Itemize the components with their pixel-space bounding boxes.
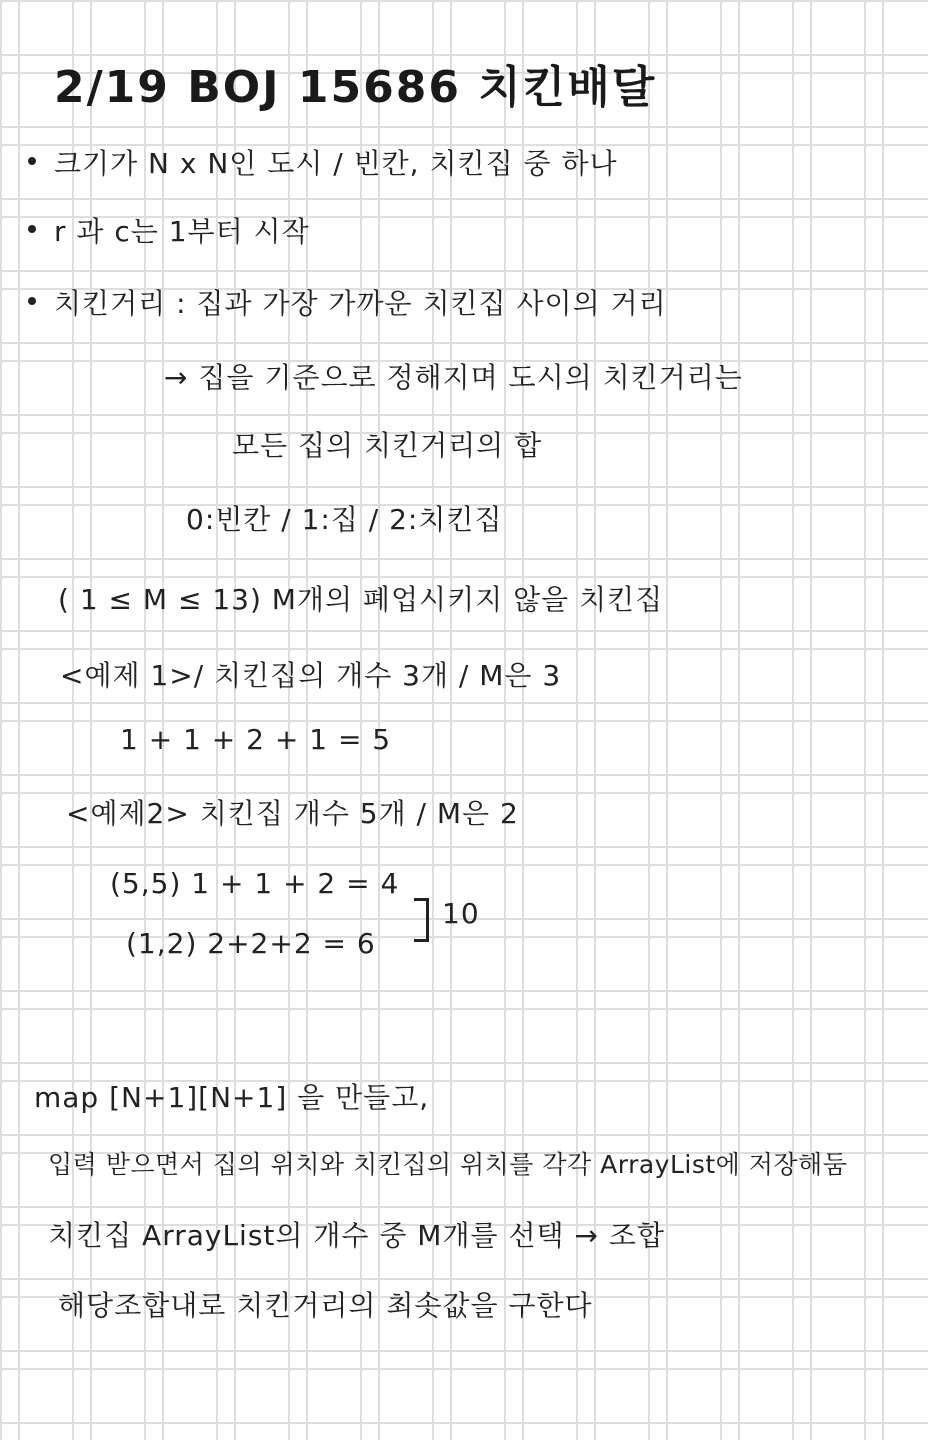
plan-line-combination: 치킨집 ArrayList의 개수 중 M개를 선택 → 조합 [48, 1219, 665, 1252]
note-text: 치킨거리 : 집과 가장 가까운 치킨집 사이의 거리 [54, 287, 667, 320]
note-line-cell-legend: 0:빈칸 / 1:집 / 2:치킨집 [186, 503, 503, 536]
note-line-grid-size [28, 147, 618, 180]
plan-line-map: map [N+1][N+1] 을 만들고, [34, 1081, 430, 1114]
example-2-case-2: (1,2) 2+2+2 = 6 [126, 927, 376, 960]
plan-line-minimum: 해당조합내로 치킨거리의 최솟값을 구한다 [58, 1289, 593, 1322]
note-line-city-distance: → 집을 기준으로 정해지며 도시의 치킨거리는 [164, 361, 743, 394]
plan-line-input: 입력 받으면서 집의 위치와 치킨집의 위치를 각각 ArrayList에 저장해둠 [48, 1150, 848, 1179]
note-line-sum: 모든 집의 치킨거리의 합 [232, 429, 543, 462]
note-text: 크기가 N x N인 도시 / 빈칸, 치킨집 중 하나 [54, 147, 618, 180]
page-title: 2/19 BOJ 15686 치킨배달 [54, 62, 657, 113]
example-1-header: <예제 1>/ 치킨집의 개수 3개 / M은 3 [60, 659, 562, 692]
note-line-chicken-distance [28, 287, 667, 320]
note-text: r 과 c는 1부터 시작 [54, 215, 310, 248]
note-line-index-start [28, 215, 310, 248]
bullet-icon [28, 157, 36, 165]
bullet-icon [28, 225, 36, 233]
example-1-sum: 1 + 1 + 2 + 1 = 5 [120, 723, 392, 756]
bracket-total: 10 [442, 897, 480, 930]
example-2-header: <예제2> 치킨집 개수 5개 / M은 2 [66, 797, 519, 830]
bracket-mark [414, 898, 429, 942]
note-line-m-constraint: ( 1 ≤ M ≤ 13) M개의 폐업시키지 않을 치킨집 [58, 583, 664, 616]
example-2-case-1: (5,5) 1 + 1 + 2 = 4 [110, 867, 400, 900]
bullet-icon [28, 297, 36, 305]
